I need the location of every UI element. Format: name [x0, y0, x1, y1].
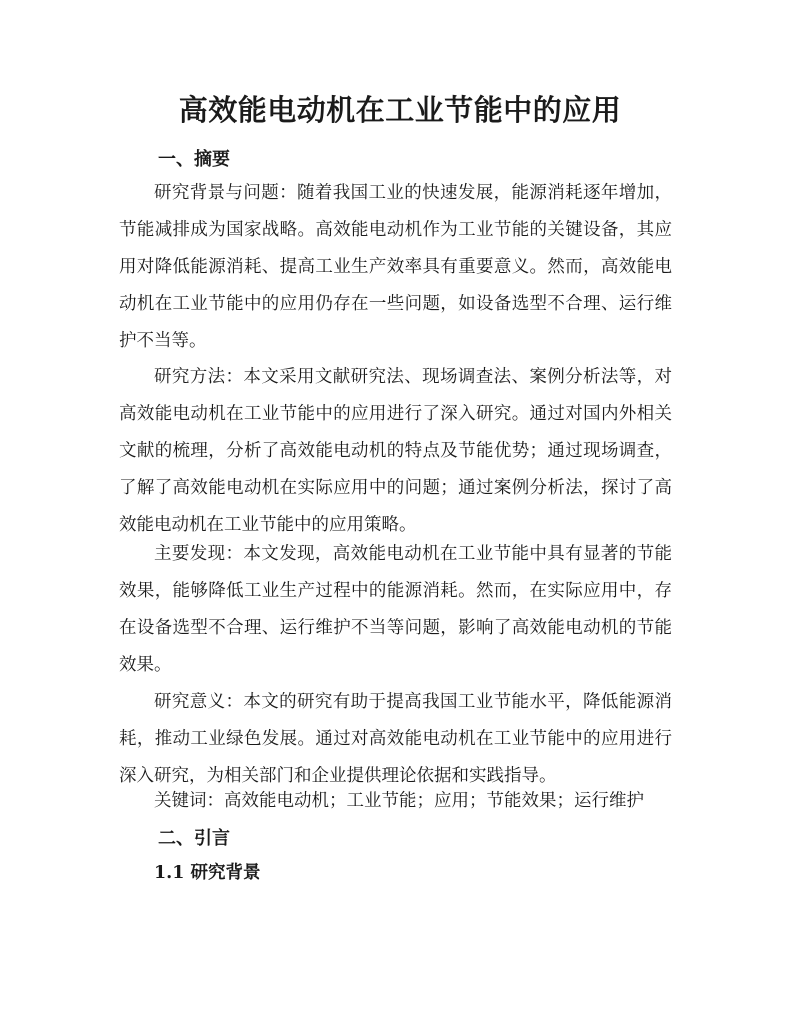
paragraph-methods: 研究方法：本文采用文献研究法、现场调查法、案例分析法等，对高效能电动机在工业节能中的应用进行了深入研究。通过对国内外相关文献的梳理，分析了高效能电动机的特点及节能优势；通过现场调查，了解了高效能电动机在实际应用中的问题；通过案例分析法，探讨了高效能电动机在工业节能中的应用策略。: [119, 367, 672, 535]
paragraph-findings: 主要发现：本文发现，高效能电动机在工业节能中具有显著的节能效果，能够降低工业生产过程中的能源消耗。然而，在实际应用中，存在设备选型不合理、运行维护不当等问题，影响了高效能电动机的节能效果。: [119, 544, 672, 675]
section-heading-abstract: 一、摘要: [158, 149, 230, 170]
subsection-heading-research-background: 1.1 研究背景: [154, 863, 261, 883]
paragraph-significance: 研究意义：本文的研究有助于提高我国工业节能水平，降低能源消耗，推动工业绿色发展。通过对高效能电动机在工业节能中的应用进行深入研究，为相关部门和企业提供理论依据和实践指导。: [119, 692, 672, 786]
document-title: 高效能电动机在工业节能中的应用: [178, 93, 622, 127]
section-heading-introduction: 二、引言: [158, 828, 230, 849]
keywords-line: 关键词：高效能电动机；工业节能；应用；节能效果；运行维护: [154, 791, 644, 811]
paragraph-background: 研究背景与问题：随着我国工业的快速发展，能源消耗逐年增加，节能减排成为国家战略。高效能电动机作为工业节能的关键设备，其应用对降低能源消耗、提高工业生产效率具有重要意义。然而，高效能电动机在工业节能中的应用仍存在一些问题，如设备选型不合理、运行维护不当等。: [119, 183, 672, 351]
